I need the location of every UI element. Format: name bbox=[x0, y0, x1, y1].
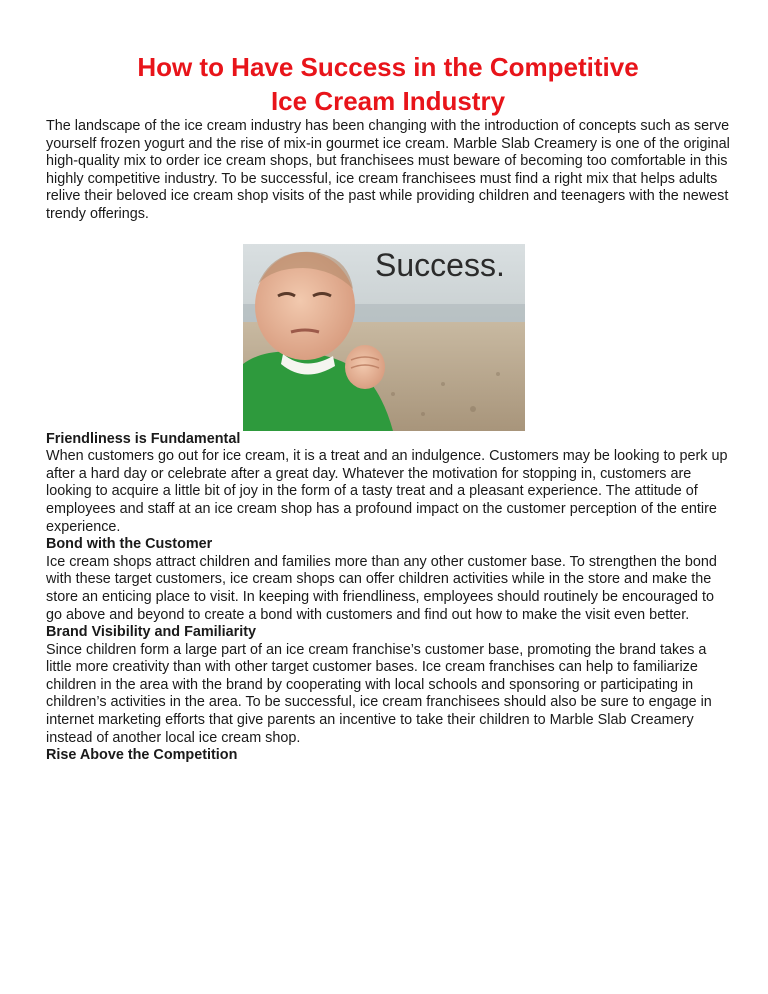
clenched-fist bbox=[345, 345, 385, 389]
intro-paragraph: The landscape of the ice cream industry has been changing with the introduction of concepts such as serve yourself frozen yogurt and the rise of mix-in gourmet ice cream. Marble Slab Creamery is one of the original high-quality mix to order ice cream shops, but franchisees must beware of becoming too comfortable in this highly competitive industry. To be successful, ice cream franchisees must find a right mix that helps adults relive their beloved ice cream shop visits of the past while providing children and teenagers with the newest trendy offerings. bbox=[46, 118, 730, 222]
page-title bbox=[46, 50, 730, 118]
photo-caption: Success. bbox=[375, 246, 505, 283]
section-heading-competition: Rise Above the Competition bbox=[46, 747, 238, 764]
section-heading-brand: Brand Visibility and Familiarity bbox=[46, 624, 257, 641]
photo-illustration bbox=[243, 244, 525, 431]
title-line-2: Ice Cream Industry bbox=[270, 86, 506, 116]
section-body-friendliness: When customers go out for ice cream, it is a treat and an indulgence. Customers may be looking to perk up after a hard day or celebrate after a great day. Whatever the motivation for stopping in, customers are looking to acquire a little bit of joy in the form of a tasty treat and a pleasant experience. The attitude of employees and staff at an ice cream shop has a profound impact on the customer perception of the entire experience. bbox=[46, 448, 728, 535]
section-heading-bond: Bond with the Customer bbox=[46, 536, 213, 553]
section-heading-friendliness: Friendliness is Fundamental bbox=[46, 430, 241, 447]
section-body-bond: Ice cream shops attract children and families more than any other customer base. To strengthen the bond with these target customers, ice cream shops can offer children activities while in the store and make the store an enticing place to visit. In keeping with friendliness, employees should routinely be encouraged to go above and beyond to create a bond with customers and find out how to make the visit even better. bbox=[46, 553, 717, 623]
document-page bbox=[46, 50, 730, 765]
title-line-1: How to Have Success in the Competitive bbox=[137, 52, 639, 82]
section-body-brand: Since children form a large part of an ice cream franchise’s customer base, promoting the brand takes a little more creativity than with other target customer bases. Ice cream franchises can help to familiarize children in the area with the brand by cooperating with local schools and sponsoring or participating in children’s activities in the area. To be successful, ice cream franchisees should also be sure to engage in internet marketing efforts that give parents an incentive to take their children to Marble Slab Creamery instead of another local ice cream shop. bbox=[46, 641, 712, 746]
success-kid-photo bbox=[243, 244, 525, 431]
